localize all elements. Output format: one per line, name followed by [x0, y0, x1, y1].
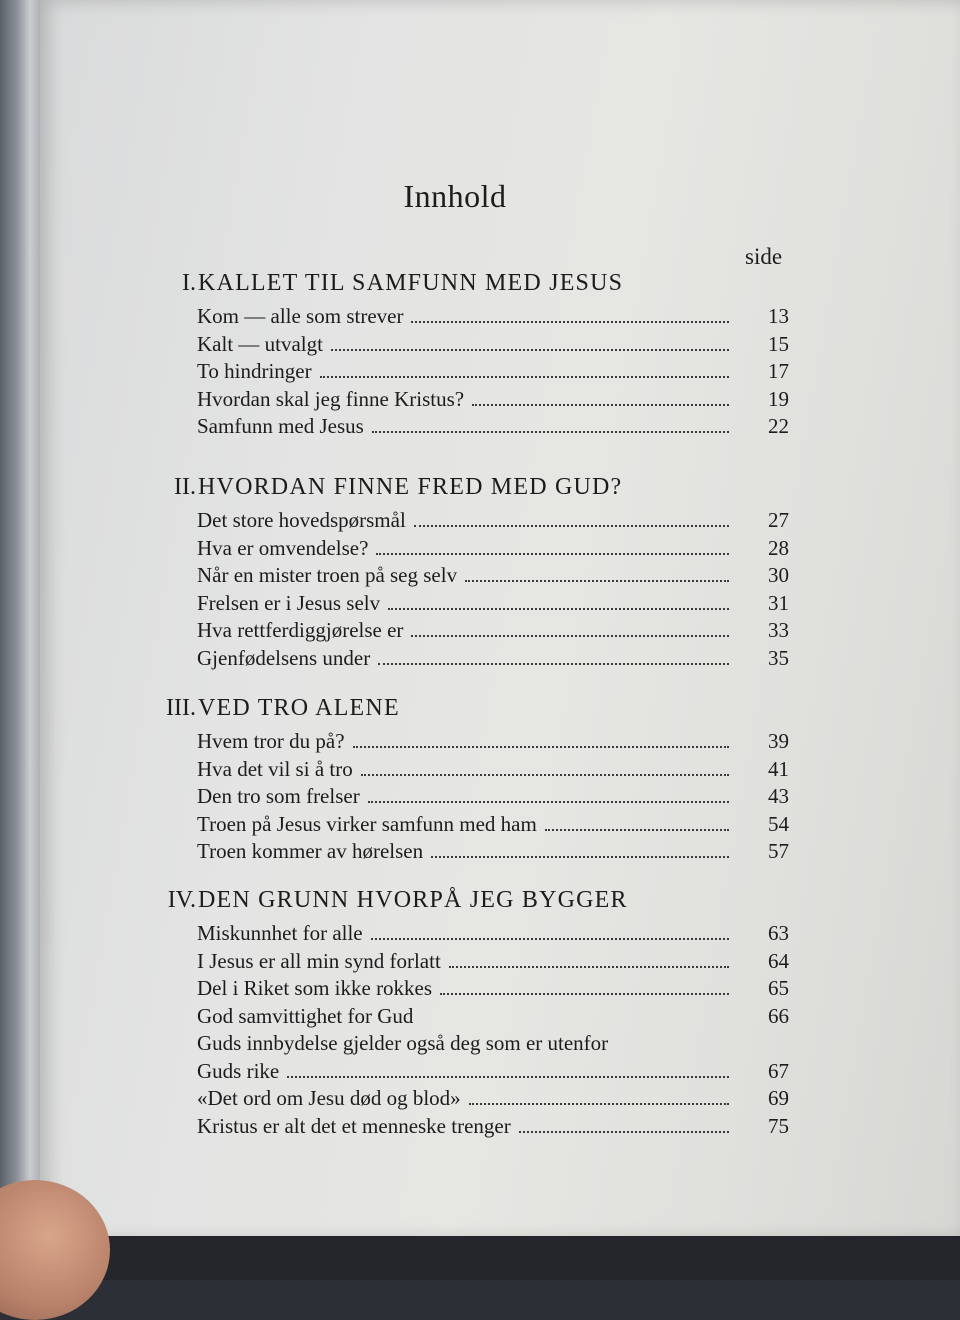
toc-entry [197, 1086, 789, 1114]
section-title: HVORDAN FINNE FRED MED GUD? [198, 474, 623, 500]
entry-title: Del i Riket som ikke rokkes [197, 976, 433, 1000]
entry-page-number: 35 [768, 645, 789, 670]
entry-page-number: 31 [768, 590, 789, 615]
entry-title: Frelsen er i Jesus selv [197, 590, 381, 615]
dot-leader [469, 1102, 729, 1105]
toc-section [140, 887, 800, 1141]
dot-leader [353, 745, 729, 748]
entry-page-number: 63 [768, 921, 789, 945]
dot-leader [361, 773, 729, 776]
entry-title: Hvem tror du på? [197, 729, 345, 753]
dot-leader [440, 992, 729, 995]
dot-leader [378, 662, 729, 665]
toc-entry [197, 1059, 789, 1087]
entry-page-number: 19 [768, 386, 789, 411]
dot-leader [388, 607, 729, 610]
entry-title: Hva det vil si å tro [197, 756, 353, 781]
section-number: III. [166, 695, 196, 721]
dot-leader [411, 634, 729, 637]
section-title: KALLET TIL SAMFUNN MED JESUS [198, 270, 624, 296]
section-title: VED TRO ALENE [198, 695, 400, 721]
dot-leader [545, 828, 729, 831]
toc-entry [197, 1004, 789, 1032]
toc-entry [197, 949, 789, 977]
entry-title: Guds rike [197, 1058, 280, 1083]
entry-title: Den tro som frelser [197, 784, 360, 808]
dot-leader [287, 1075, 729, 1078]
dot-leader [368, 800, 729, 803]
entry-page-number: 33 [768, 618, 789, 642]
toc-entry [197, 387, 789, 415]
entry-page-number: 67 [768, 1058, 789, 1083]
entry-page-number: 17 [768, 359, 789, 383]
section-entries [197, 304, 789, 442]
entry-title: God samvittighet for Gud [197, 1003, 414, 1028]
entry-title: Hva rettferdiggjørelse er [197, 618, 404, 642]
dot-leader [519, 1130, 729, 1133]
toc-entry [197, 976, 789, 1004]
toc-section [140, 270, 800, 442]
entry-title: To hindringer [197, 359, 312, 383]
entry-page-number: 41 [768, 756, 789, 781]
entry-title: Når en mister troen på seg selv [197, 563, 458, 587]
section-number: IV. [167, 887, 196, 913]
entry-title: Kom — alle som strever [197, 304, 404, 328]
dot-leader [421, 1022, 729, 1023]
section-entries [197, 921, 789, 1141]
section-number: II. [174, 474, 196, 500]
entry-page-number: 75 [768, 1113, 789, 1138]
toc-entry [197, 1031, 789, 1059]
section-heading [140, 887, 800, 921]
entry-title: Hva er omvendelse? [197, 535, 369, 560]
section-heading [140, 270, 800, 304]
entry-page-number: 39 [768, 729, 789, 753]
entry-title: Kalt — utvalgt [197, 331, 323, 356]
entry-page-number: 64 [768, 948, 789, 973]
entry-title: I Jesus er all min synd forlatt [197, 948, 441, 973]
section-number: I. [182, 270, 196, 296]
dot-leader [320, 375, 729, 378]
page-column-label: side [745, 244, 783, 269]
entry-title: Troen på Jesus virker samfunn med ham [197, 811, 537, 836]
toc-section [140, 474, 800, 673]
dot-leader [608, 1049, 729, 1050]
entry-title: Gjenfødelsens under [197, 645, 371, 670]
page-title: Innhold [403, 178, 507, 214]
toc-entry [197, 839, 789, 867]
entry-page-number: 54 [768, 811, 789, 836]
dot-leader [472, 403, 729, 406]
toc-entry [197, 646, 789, 674]
entry-page-number: 69 [768, 1086, 789, 1110]
entry-title: Det store hovedspørsmål [197, 508, 406, 532]
toc-section [140, 695, 800, 867]
entry-title: Miskunnhet for alle [197, 921, 363, 945]
entry-page-number: 30 [768, 563, 789, 587]
entry-page-number: 66 [768, 1003, 789, 1028]
entry-title: Samfunn med Jesus [197, 414, 364, 438]
entry-page-number: 57 [768, 839, 789, 863]
toc-entry [197, 757, 789, 785]
entry-title: «Det ord om Jesu død og blod» [197, 1086, 461, 1110]
entry-title: Guds innbydelse gjelder også deg som er utenfor [197, 1031, 609, 1055]
dot-leader [376, 552, 729, 555]
entry-title: Kristus er alt det et menneske trenger [197, 1113, 511, 1138]
section-heading [140, 474, 800, 508]
toc-entry [197, 563, 789, 591]
section-heading [140, 695, 800, 729]
dot-leader [411, 320, 729, 323]
toc-entry [197, 332, 789, 360]
toc-entry [197, 304, 789, 332]
entry-page-number: 13 [768, 304, 789, 328]
section-entries [197, 729, 789, 867]
dot-leader [331, 348, 729, 351]
toc-entry [197, 729, 789, 757]
dot-leader [431, 855, 729, 858]
background-surface [0, 1236, 960, 1280]
toc-entry [197, 812, 789, 840]
entry-title: Troen kommer av hørelsen [197, 839, 424, 863]
toc-entry [197, 414, 789, 442]
entry-page-number: 27 [768, 508, 789, 532]
toc-entry [197, 618, 789, 646]
dot-leader [414, 524, 729, 527]
section-title: DEN GRUNN HVORPÅ JEG BYGGER [198, 887, 628, 913]
toc-entry [197, 784, 789, 812]
entry-page-number: 43 [768, 784, 789, 808]
dot-leader [372, 430, 729, 433]
toc-entry [197, 508, 789, 536]
toc-entry [197, 1114, 789, 1142]
entry-page-number: 22 [768, 414, 789, 438]
entry-page-number: 65 [768, 976, 789, 1000]
dot-leader [371, 937, 729, 940]
section-entries [197, 508, 789, 673]
toc-entry [197, 359, 789, 387]
dot-leader [449, 965, 729, 968]
entry-page-number: 28 [768, 535, 789, 560]
toc-entry [197, 921, 789, 949]
entry-page-number: 15 [768, 331, 789, 356]
toc-entry [197, 591, 789, 619]
dot-leader [465, 579, 729, 582]
toc-entry [197, 536, 789, 564]
entry-title: Hvordan skal jeg finne Kristus? [197, 386, 465, 411]
